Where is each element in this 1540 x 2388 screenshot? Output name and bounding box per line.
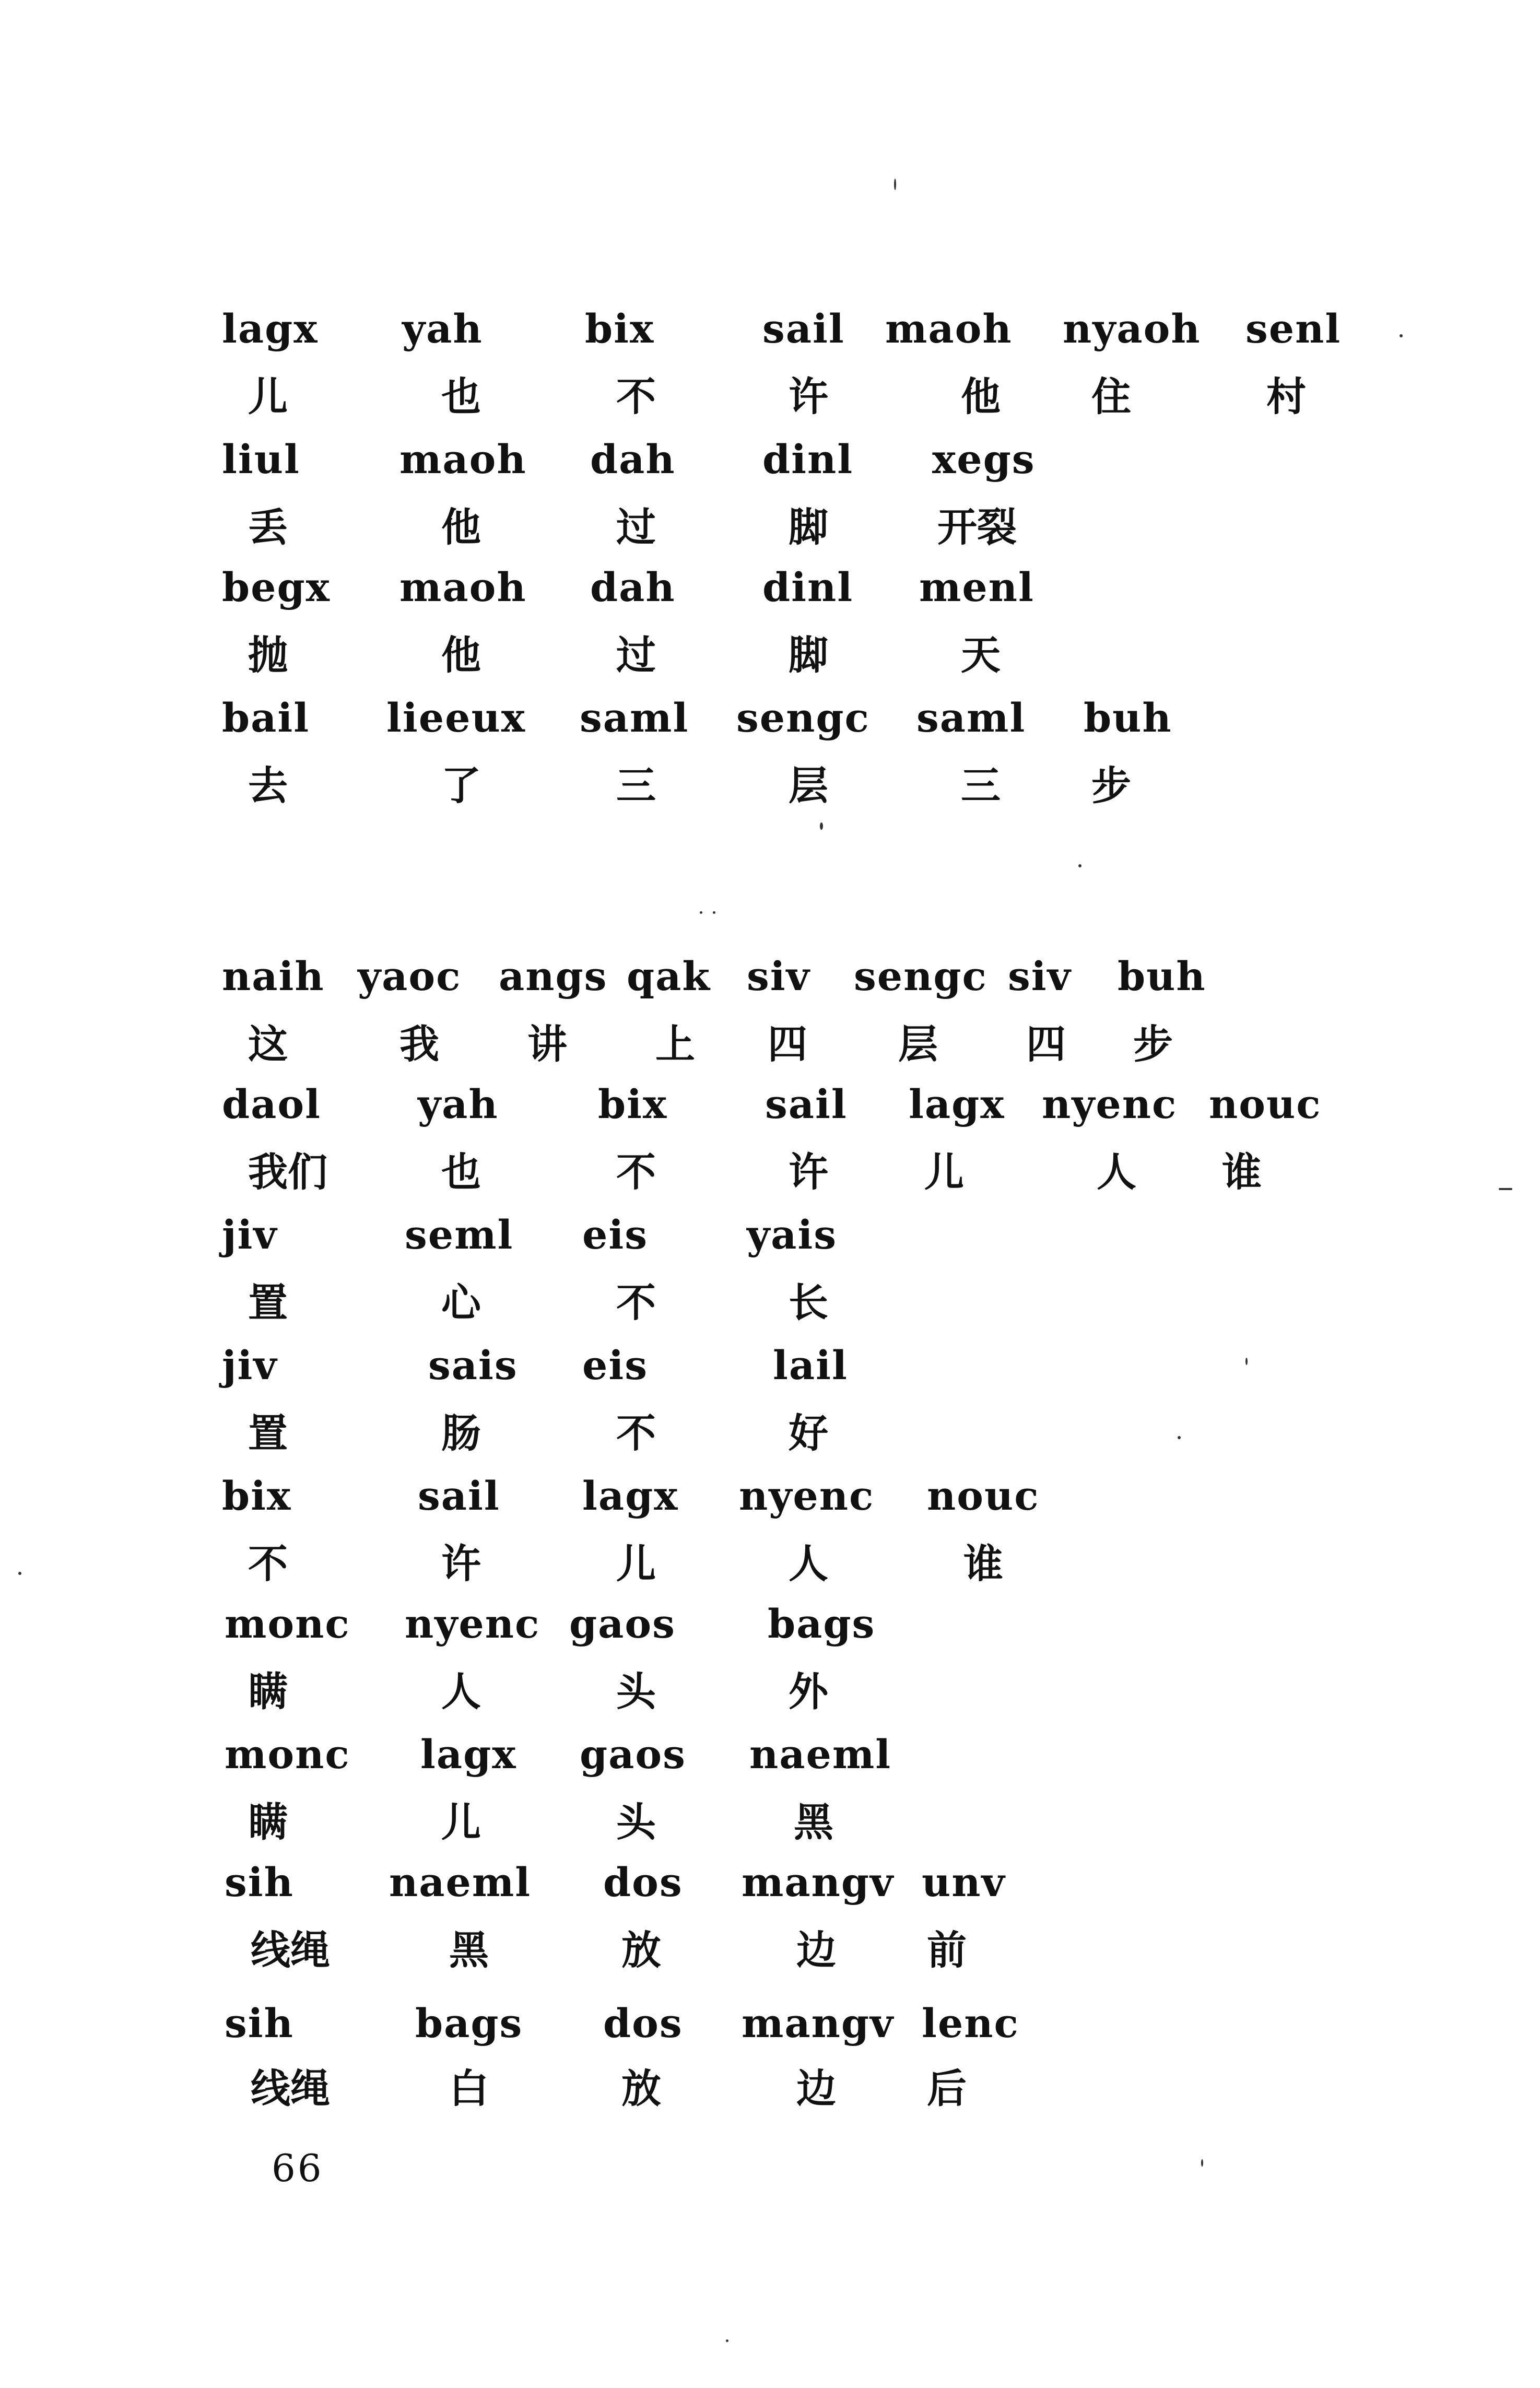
chinese-gloss: 谁	[1222, 1149, 1262, 1195]
romanized-word: mangv	[742, 2000, 895, 2046]
chinese-gloss: 置	[248, 1410, 288, 1456]
chinese-gloss: 他	[441, 632, 481, 678]
chinese-gloss-line	[0, 1138, 1540, 1206]
scan-speck	[726, 2339, 728, 2342]
romanized-word: jiv	[222, 1211, 278, 1258]
chinese-gloss: 黑	[449, 1927, 489, 1973]
chinese-gloss: 丢	[248, 504, 288, 550]
romanized-word: yah	[402, 305, 483, 352]
romanized-word: xegs	[932, 436, 1036, 483]
chinese-gloss: 了	[441, 762, 481, 809]
chinese-gloss-line	[0, 1530, 1540, 1598]
romanized-word: yaoc	[358, 953, 462, 999]
romanized-word: sail	[765, 1081, 848, 1127]
chinese-gloss: 过	[616, 504, 656, 550]
page-number: 66	[272, 2146, 324, 2190]
romanized-word: buh	[1084, 695, 1172, 741]
romanized-word: nouc	[1209, 1081, 1322, 1127]
romanized-word: nyenc	[739, 1473, 875, 1519]
chinese-gloss: 许	[441, 1540, 481, 1587]
chinese-gloss: 开裂	[937, 504, 1017, 550]
romanized-word: lieeux	[386, 695, 526, 741]
scan-speck	[1078, 864, 1081, 867]
romanized-word: siv	[1008, 953, 1072, 999]
chinese-gloss: 头	[616, 1668, 656, 1715]
chinese-gloss-line	[0, 621, 1540, 689]
chinese-gloss-line	[0, 1399, 1540, 1467]
romanized-word: bags	[415, 2000, 523, 2046]
chinese-gloss: 不	[616, 1149, 656, 1195]
romanized-word: sail	[418, 1473, 500, 1519]
chinese-gloss: 长	[789, 1279, 828, 1326]
romanized-word: dinl	[762, 564, 854, 610]
romanized-word: nyenc	[1042, 1081, 1178, 1127]
romanized-word: buh	[1118, 953, 1206, 999]
chinese-gloss: 许	[789, 1149, 828, 1195]
chinese-gloss: 白	[449, 2065, 489, 2112]
romanized-word: qak	[627, 953, 711, 999]
chinese-gloss: 儿	[441, 1799, 481, 1845]
chinese-gloss: 他	[961, 373, 1001, 420]
romanized-line	[0, 1990, 1540, 2057]
romanized-word: dos	[603, 1859, 683, 1905]
chinese-gloss: 上	[655, 1021, 695, 1067]
chinese-gloss: 好	[789, 1410, 828, 1456]
chinese-gloss-line	[0, 493, 1540, 561]
romanized-line	[0, 1071, 1540, 1138]
romanized-word: dinl	[762, 436, 854, 483]
chinese-gloss: 后	[927, 2065, 967, 2112]
chinese-gloss: 不	[616, 1410, 656, 1456]
romanized-word: monc	[225, 1601, 350, 1647]
romanized-word: seml	[405, 1211, 514, 1258]
chinese-gloss: 也	[441, 1149, 481, 1195]
chinese-gloss: 人	[789, 1540, 828, 1587]
romanized-word: daol	[222, 1081, 321, 1127]
romanized-word: maoh	[399, 564, 527, 610]
romanized-word: saml	[916, 695, 1026, 741]
chinese-gloss: 谁	[963, 1540, 1003, 1587]
romanized-word: sengc	[854, 953, 988, 999]
romanized-word: lagx	[909, 1081, 1005, 1127]
chinese-gloss: 步	[1091, 762, 1131, 809]
romanized-word: bix	[598, 1081, 668, 1127]
scan-speck	[1245, 1358, 1248, 1365]
chinese-gloss: 三	[616, 762, 656, 809]
romanized-word: menl	[919, 564, 1034, 610]
scan-speck	[894, 179, 896, 190]
romanized-line	[0, 426, 1540, 493]
chinese-gloss: 线绳	[251, 1927, 330, 1973]
chinese-gloss: 脚	[789, 504, 828, 550]
chinese-gloss: 去	[248, 762, 288, 809]
chinese-gloss: 抛	[248, 632, 288, 678]
romanized-line	[0, 1849, 1540, 1916]
romanized-line	[0, 684, 1540, 752]
chinese-gloss: 肠	[441, 1410, 481, 1456]
chinese-gloss-line	[0, 363, 1540, 431]
romanized-word: nyaoh	[1063, 305, 1201, 352]
scan-speck	[820, 822, 823, 830]
romanized-word: maoh	[399, 436, 527, 483]
romanized-word: bail	[222, 695, 310, 741]
chinese-gloss: 儿	[248, 373, 288, 420]
romanized-word: lenc	[922, 2000, 1019, 2046]
romanized-word: sengc	[736, 695, 870, 741]
chinese-gloss: 心	[441, 1279, 481, 1326]
chinese-gloss: 住	[1091, 373, 1131, 420]
scan-speck	[700, 911, 702, 914]
romanized-line	[0, 295, 1540, 363]
chinese-gloss: 瞒	[248, 1799, 288, 1845]
romanized-word: monc	[225, 1731, 350, 1778]
chinese-gloss: 放	[621, 2065, 661, 2112]
romanized-word: begx	[222, 564, 331, 610]
romanized-word: yah	[418, 1081, 499, 1127]
romanized-word: unv	[922, 1859, 1006, 1905]
romanized-word: yais	[747, 1211, 838, 1258]
romanized-word: lail	[773, 1342, 848, 1389]
chinese-gloss-line	[0, 752, 1540, 820]
chinese-gloss: 前	[927, 1927, 967, 1973]
romanized-word: bix	[585, 305, 655, 352]
romanized-word: naih	[222, 953, 325, 999]
romanized-line	[0, 1332, 1540, 1399]
chinese-gloss: 外	[789, 1668, 828, 1715]
romanized-word: liul	[222, 436, 300, 483]
romanized-word: naeml	[749, 1731, 892, 1778]
chinese-gloss-line	[0, 1916, 1540, 1984]
chinese-gloss: 他	[441, 504, 481, 550]
romanized-word: lagx	[582, 1473, 679, 1519]
chinese-gloss: 边	[796, 2065, 836, 2112]
romanized-word: bags	[768, 1601, 876, 1647]
chinese-gloss: 不	[248, 1540, 288, 1587]
chinese-gloss: 层	[898, 1021, 938, 1067]
chinese-gloss: 层	[789, 762, 828, 809]
romanized-word: sih	[225, 1859, 294, 1905]
romanized-word: sih	[225, 2000, 294, 2046]
chinese-gloss-line	[0, 1789, 1540, 1856]
chinese-gloss: 人	[1097, 1149, 1136, 1195]
scan-speck	[713, 911, 715, 914]
chinese-gloss: 边	[796, 1927, 836, 1973]
chinese-gloss: 脚	[789, 632, 828, 678]
romanized-line	[0, 554, 1540, 621]
chinese-gloss: 线绳	[251, 2065, 330, 2112]
chinese-gloss: 三	[961, 762, 1001, 809]
romanized-word: eis	[582, 1342, 649, 1389]
chinese-gloss-line	[0, 1269, 1540, 1337]
chinese-gloss: 四	[1026, 1021, 1066, 1067]
romanized-word: lagx	[222, 305, 319, 352]
romanized-word: naeml	[389, 1859, 532, 1905]
chinese-gloss: 许	[789, 373, 828, 420]
scan-speck	[1499, 1188, 1512, 1190]
romanized-word: dah	[590, 436, 676, 483]
chinese-gloss: 讲	[527, 1021, 567, 1067]
chinese-gloss: 不	[616, 373, 656, 420]
romanized-word: senl	[1245, 305, 1342, 352]
romanized-word: saml	[580, 695, 689, 741]
chinese-gloss: 置	[248, 1279, 288, 1326]
romanized-line	[0, 1462, 1540, 1530]
scan-speck	[1178, 1436, 1181, 1439]
chinese-gloss: 村	[1266, 373, 1306, 420]
romanized-line	[0, 1590, 1540, 1658]
romanized-word: dah	[590, 564, 676, 610]
romanized-word: mangv	[742, 1859, 895, 1905]
chinese-gloss: 也	[441, 373, 481, 420]
romanized-line	[0, 1721, 1540, 1789]
romanized-word: dos	[603, 2000, 683, 2046]
chinese-gloss-line	[0, 1010, 1540, 1078]
chinese-gloss-line	[0, 1658, 1540, 1726]
chinese-gloss: 天	[961, 632, 1001, 678]
chinese-gloss: 儿	[924, 1149, 964, 1195]
scan-speck	[1400, 334, 1403, 337]
chinese-gloss-line	[0, 2055, 1540, 2123]
romanized-word: sais	[428, 1342, 518, 1389]
romanized-word: jiv	[222, 1342, 278, 1389]
romanized-word: gaos	[580, 1731, 686, 1778]
chinese-gloss: 四	[768, 1021, 807, 1067]
romanized-word: lagx	[420, 1731, 517, 1778]
chinese-gloss: 黑	[794, 1799, 833, 1845]
chinese-gloss: 不	[616, 1279, 656, 1326]
chinese-gloss: 我	[399, 1021, 439, 1067]
romanized-word: nyenc	[405, 1601, 540, 1647]
scan-speck	[1201, 2159, 1203, 2167]
romanized-word: angs	[499, 953, 608, 999]
chinese-gloss: 这	[248, 1021, 288, 1067]
chinese-gloss: 头	[616, 1799, 656, 1845]
chinese-gloss: 我们	[248, 1149, 327, 1195]
romanized-word: gaos	[569, 1601, 676, 1647]
chinese-gloss: 步	[1133, 1021, 1173, 1067]
romanized-word: eis	[582, 1211, 649, 1258]
scan-speck	[18, 1572, 21, 1575]
romanized-word: maoh	[885, 305, 1013, 352]
romanized-line	[0, 1201, 1540, 1269]
chinese-gloss: 放	[621, 1927, 661, 1973]
romanized-line	[0, 943, 1540, 1010]
romanized-word: siv	[747, 953, 810, 999]
chinese-gloss: 人	[441, 1668, 481, 1715]
chinese-gloss: 瞒	[248, 1668, 288, 1715]
romanized-word: bix	[222, 1473, 292, 1519]
romanized-word: nouc	[927, 1473, 1040, 1519]
chinese-gloss: 过	[616, 632, 656, 678]
chinese-gloss: 儿	[616, 1540, 656, 1587]
romanized-word: sail	[762, 305, 845, 352]
